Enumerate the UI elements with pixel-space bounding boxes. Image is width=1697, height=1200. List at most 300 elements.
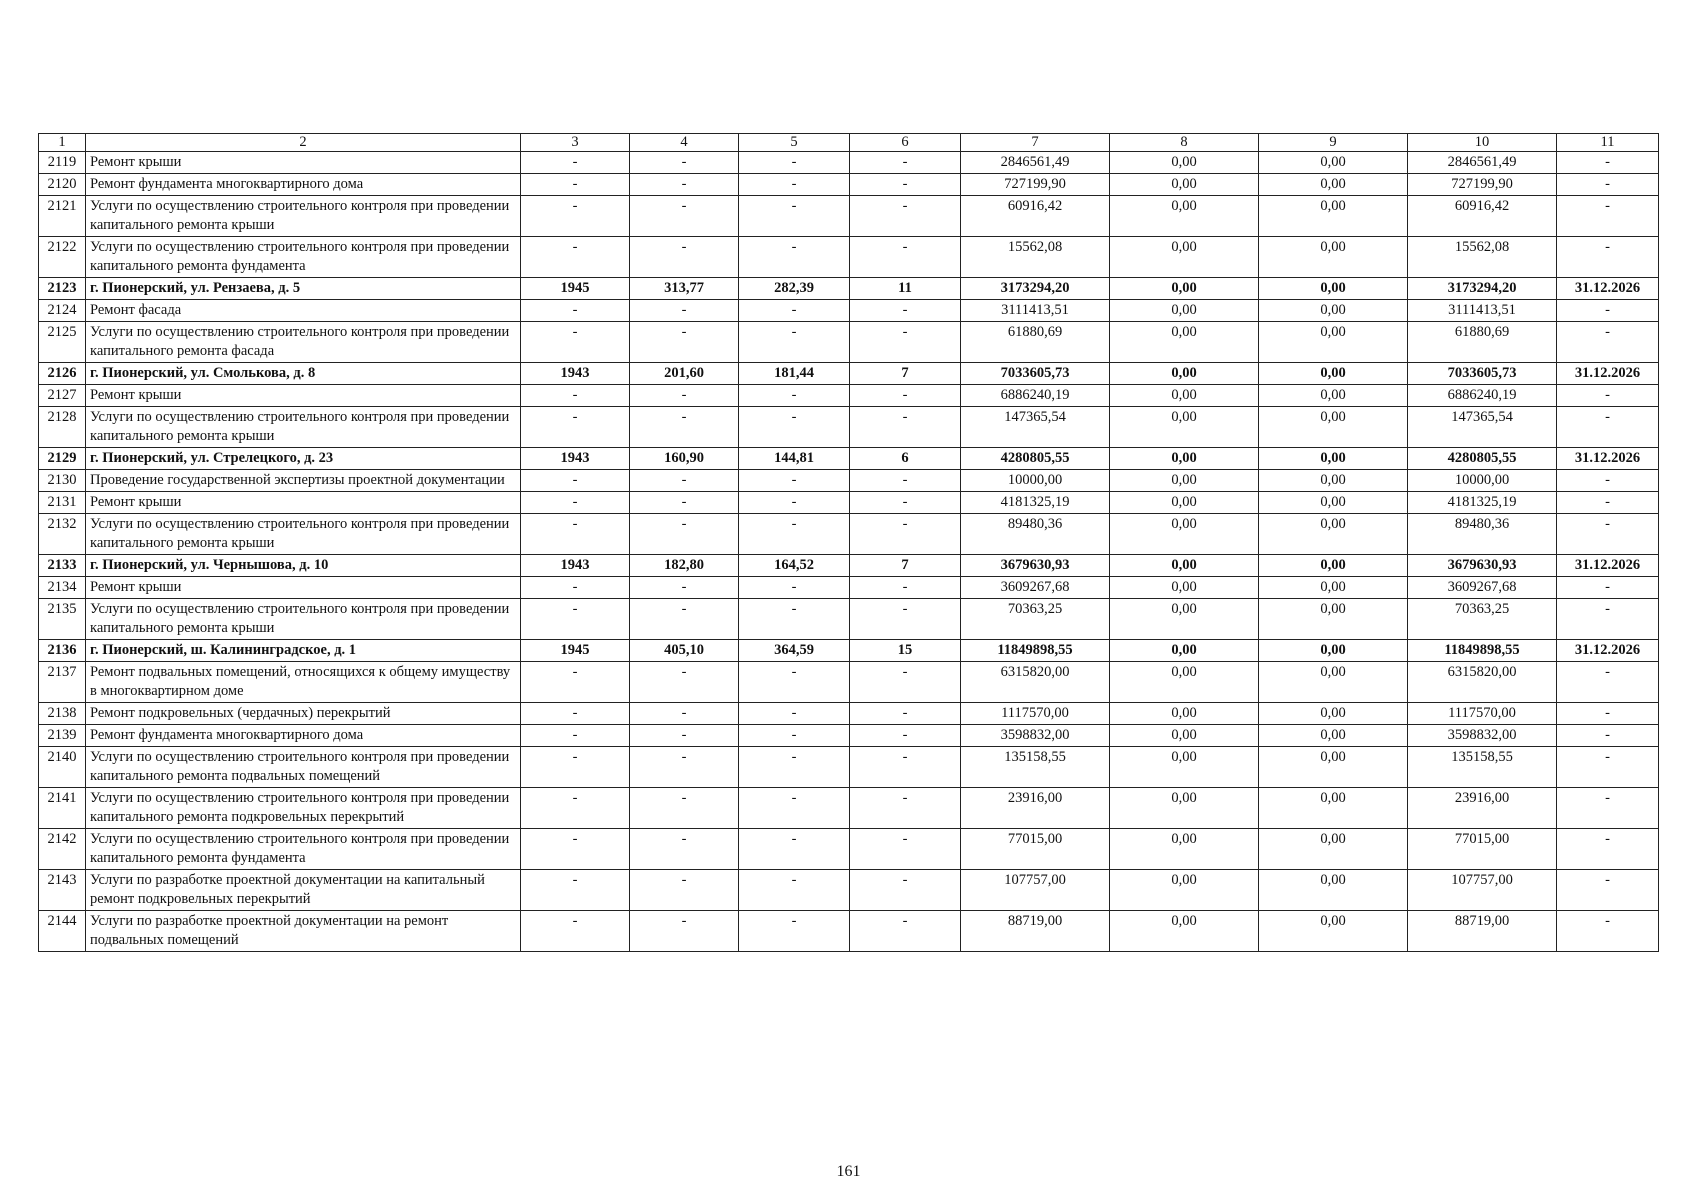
table-row <box>39 385 1659 407</box>
column-number: 10 <box>1408 134 1557 152</box>
total-area: - <box>630 492 739 514</box>
living-area: - <box>739 152 850 174</box>
cost-col-10: 3173294,20 <box>1408 278 1557 300</box>
cost-col-9: 0,00 <box>1259 555 1408 577</box>
row-number: 2127 <box>39 385 86 407</box>
total-cost: 61880,69 <box>961 322 1110 363</box>
row-name: Услуги по разработке проектной документации на капитальный ремонт подкровельных перекрытий <box>86 870 521 911</box>
cost-col-9: 0,00 <box>1259 470 1408 492</box>
residents-count: 7 <box>850 363 961 385</box>
living-area: - <box>739 703 850 725</box>
year-built: - <box>521 492 630 514</box>
total-cost: 4280805,55 <box>961 448 1110 470</box>
completion-date: - <box>1557 747 1659 788</box>
total-cost: 70363,25 <box>961 599 1110 640</box>
completion-date: - <box>1557 870 1659 911</box>
table-row <box>39 492 1659 514</box>
cost-col-10: 61880,69 <box>1408 322 1557 363</box>
total-area: - <box>630 911 739 952</box>
page-number: 161 <box>836 1163 861 1180</box>
living-area: - <box>739 747 850 788</box>
row-number: 2140 <box>39 747 86 788</box>
table-row <box>39 196 1659 237</box>
total-cost: 10000,00 <box>961 470 1110 492</box>
residents-count: - <box>850 514 961 555</box>
cost-col-9: 0,00 <box>1259 174 1408 196</box>
residents-count: - <box>850 747 961 788</box>
cost-col-9: 0,00 <box>1259 911 1408 952</box>
cost-col-10: 2846561,49 <box>1408 152 1557 174</box>
residents-count: - <box>850 300 961 322</box>
row-name: г. Пионерский, ул. Смолькова, д. 8 <box>86 363 521 385</box>
completion-date: 31.12.2026 <box>1557 640 1659 662</box>
total-cost: 23916,00 <box>961 788 1110 829</box>
row-name: Ремонт фасада <box>86 300 521 322</box>
total-cost: 3598832,00 <box>961 725 1110 747</box>
cost-col-10: 23916,00 <box>1408 788 1557 829</box>
cost-col-10: 10000,00 <box>1408 470 1557 492</box>
cost-col-10: 4280805,55 <box>1408 448 1557 470</box>
cost-col-8: 0,00 <box>1110 788 1259 829</box>
residents-count: - <box>850 152 961 174</box>
row-number: 2121 <box>39 196 86 237</box>
cost-col-10: 147365,54 <box>1408 407 1557 448</box>
completion-date: - <box>1557 385 1659 407</box>
total-area: - <box>630 470 739 492</box>
cost-col-8: 0,00 <box>1110 662 1259 703</box>
table-row <box>39 555 1659 577</box>
total-area: - <box>630 577 739 599</box>
table-row <box>39 788 1659 829</box>
cost-col-8: 0,00 <box>1110 448 1259 470</box>
table-row <box>39 747 1659 788</box>
row-number: 2135 <box>39 599 86 640</box>
row-name: Услуги по осуществлению строительного контроля при проведении капитального ремонта фасада <box>86 322 521 363</box>
year-built: - <box>521 829 630 870</box>
table-row <box>39 322 1659 363</box>
row-number: 2138 <box>39 703 86 725</box>
residents-count: - <box>850 237 961 278</box>
row-name: Ремонт подкровельных (чердачных) перекрытий <box>86 703 521 725</box>
living-area: - <box>739 385 850 407</box>
total-area: - <box>630 152 739 174</box>
living-area: - <box>739 577 850 599</box>
year-built: - <box>521 870 630 911</box>
table-row <box>39 703 1659 725</box>
residents-count: - <box>850 662 961 703</box>
cost-col-8: 0,00 <box>1110 829 1259 870</box>
cost-col-10: 107757,00 <box>1408 870 1557 911</box>
cost-col-8: 0,00 <box>1110 703 1259 725</box>
cost-col-9: 0,00 <box>1259 448 1408 470</box>
cost-col-8: 0,00 <box>1110 555 1259 577</box>
cost-col-8: 0,00 <box>1110 196 1259 237</box>
row-name: Ремонт подвальных помещений, относящихся к общему имуществу в многоквартирном доме <box>86 662 521 703</box>
year-built: - <box>521 725 630 747</box>
row-number: 2136 <box>39 640 86 662</box>
residents-count: - <box>850 599 961 640</box>
year-built: - <box>521 662 630 703</box>
residents-count: 11 <box>850 278 961 300</box>
residents-count: - <box>850 829 961 870</box>
living-area: - <box>739 725 850 747</box>
completion-date: - <box>1557 322 1659 363</box>
total-area: 160,90 <box>630 448 739 470</box>
total-area: - <box>630 300 739 322</box>
total-area: - <box>630 747 739 788</box>
year-built: - <box>521 470 630 492</box>
column-number: 5 <box>739 134 850 152</box>
year-built: - <box>521 599 630 640</box>
year-built: - <box>521 237 630 278</box>
cost-col-10: 15562,08 <box>1408 237 1557 278</box>
cost-col-8: 0,00 <box>1110 577 1259 599</box>
table-row <box>39 725 1659 747</box>
row-number: 2133 <box>39 555 86 577</box>
total-area: - <box>630 196 739 237</box>
row-name: г. Пионерский, ул. Рензаева, д. 5 <box>86 278 521 300</box>
row-name: Услуги по разработке проектной документации на ремонт подвальных помещений <box>86 911 521 952</box>
completion-date: 31.12.2026 <box>1557 278 1659 300</box>
total-area: - <box>630 703 739 725</box>
living-area: - <box>739 174 850 196</box>
completion-date: - <box>1557 662 1659 703</box>
year-built: 1945 <box>521 640 630 662</box>
table-row <box>39 152 1659 174</box>
column-number: 1 <box>39 134 86 152</box>
row-name: Услуги по осуществлению строительного контроля при проведении капитального ремонта подкровельных перекрытий <box>86 788 521 829</box>
cost-col-8: 0,00 <box>1110 237 1259 278</box>
cost-col-10: 89480,36 <box>1408 514 1557 555</box>
completion-date: - <box>1557 829 1659 870</box>
cost-col-8: 0,00 <box>1110 470 1259 492</box>
cost-col-10: 1117570,00 <box>1408 703 1557 725</box>
row-name: Ремонт крыши <box>86 492 521 514</box>
row-number: 2124 <box>39 300 86 322</box>
cost-col-10: 6315820,00 <box>1408 662 1557 703</box>
row-name: Услуги по осуществлению строительного контроля при проведении капитального ремонта фундамента <box>86 237 521 278</box>
cost-col-10: 7033605,73 <box>1408 363 1557 385</box>
residents-count: - <box>850 911 961 952</box>
row-name: Услуги по осуществлению строительного контроля при проведении капитального ремонта крыши <box>86 599 521 640</box>
total-cost: 11849898,55 <box>961 640 1110 662</box>
living-area: - <box>739 237 850 278</box>
cost-col-9: 0,00 <box>1259 152 1408 174</box>
cost-col-10: 3111413,51 <box>1408 300 1557 322</box>
living-area: 364,59 <box>739 640 850 662</box>
column-number: 4 <box>630 134 739 152</box>
completion-date: - <box>1557 407 1659 448</box>
row-name: Ремонт фундамента многоквартирного дома <box>86 174 521 196</box>
total-cost: 88719,00 <box>961 911 1110 952</box>
cost-col-10: 727199,90 <box>1408 174 1557 196</box>
table-row <box>39 448 1659 470</box>
total-cost: 3679630,93 <box>961 555 1110 577</box>
total-cost: 107757,00 <box>961 870 1110 911</box>
cost-col-9: 0,00 <box>1259 577 1408 599</box>
cost-col-9: 0,00 <box>1259 599 1408 640</box>
residents-count: - <box>850 703 961 725</box>
row-number: 2125 <box>39 322 86 363</box>
year-built: - <box>521 911 630 952</box>
cost-col-9: 0,00 <box>1259 385 1408 407</box>
total-cost: 135158,55 <box>961 747 1110 788</box>
living-area: 181,44 <box>739 363 850 385</box>
residents-count: - <box>850 577 961 599</box>
residents-count: - <box>850 788 961 829</box>
total-area: - <box>630 725 739 747</box>
row-name: Услуги по осуществлению строительного контроля при проведении капитального ремонта крыши <box>86 196 521 237</box>
table-row <box>39 911 1659 952</box>
cost-col-9: 0,00 <box>1259 788 1408 829</box>
total-area: - <box>630 174 739 196</box>
cost-col-9: 0,00 <box>1259 278 1408 300</box>
year-built: - <box>521 577 630 599</box>
year-built: - <box>521 385 630 407</box>
cost-col-10: 11849898,55 <box>1408 640 1557 662</box>
living-area: - <box>739 492 850 514</box>
cost-col-8: 0,00 <box>1110 870 1259 911</box>
completion-date: - <box>1557 725 1659 747</box>
table-row <box>39 407 1659 448</box>
table-row <box>39 870 1659 911</box>
living-area: - <box>739 599 850 640</box>
row-name: Ремонт крыши <box>86 152 521 174</box>
row-number: 2122 <box>39 237 86 278</box>
residents-count: - <box>850 492 961 514</box>
cost-col-8: 0,00 <box>1110 407 1259 448</box>
table-row <box>39 237 1659 278</box>
living-area: - <box>739 514 850 555</box>
completion-date: - <box>1557 492 1659 514</box>
total-area: - <box>630 662 739 703</box>
table-row <box>39 514 1659 555</box>
residents-count: 6 <box>850 448 961 470</box>
cost-col-8: 0,00 <box>1110 599 1259 640</box>
year-built: - <box>521 322 630 363</box>
completion-date: - <box>1557 237 1659 278</box>
residents-count: - <box>850 174 961 196</box>
year-built: 1943 <box>521 555 630 577</box>
total-area: 182,80 <box>630 555 739 577</box>
total-cost: 77015,00 <box>961 829 1110 870</box>
completion-date: - <box>1557 703 1659 725</box>
total-cost: 727199,90 <box>961 174 1110 196</box>
total-cost: 15562,08 <box>961 237 1110 278</box>
year-built: - <box>521 514 630 555</box>
cost-col-9: 0,00 <box>1259 514 1408 555</box>
column-number: 2 <box>86 134 521 152</box>
living-area: 164,52 <box>739 555 850 577</box>
column-number: 8 <box>1110 134 1259 152</box>
cost-col-8: 0,00 <box>1110 152 1259 174</box>
completion-date: - <box>1557 300 1659 322</box>
row-name: г. Пионерский, ул. Чернышова, д. 10 <box>86 555 521 577</box>
cost-col-9: 0,00 <box>1259 237 1408 278</box>
cost-col-9: 0,00 <box>1259 640 1408 662</box>
residents-count: - <box>850 322 961 363</box>
residents-count: - <box>850 196 961 237</box>
year-built: - <box>521 747 630 788</box>
cost-col-9: 0,00 <box>1259 196 1408 237</box>
row-number: 2142 <box>39 829 86 870</box>
table-row <box>39 278 1659 300</box>
cost-col-8: 0,00 <box>1110 492 1259 514</box>
living-area: - <box>739 407 850 448</box>
total-cost: 6886240,19 <box>961 385 1110 407</box>
column-number: 6 <box>850 134 961 152</box>
cost-col-10: 60916,42 <box>1408 196 1557 237</box>
cost-col-8: 0,00 <box>1110 363 1259 385</box>
cost-col-9: 0,00 <box>1259 747 1408 788</box>
completion-date: - <box>1557 911 1659 952</box>
column-number: 9 <box>1259 134 1408 152</box>
total-cost: 7033605,73 <box>961 363 1110 385</box>
year-built: 1943 <box>521 448 630 470</box>
cost-col-10: 77015,00 <box>1408 829 1557 870</box>
table-row <box>39 662 1659 703</box>
completion-date: - <box>1557 788 1659 829</box>
total-area: - <box>630 407 739 448</box>
living-area: - <box>739 788 850 829</box>
total-area: - <box>630 870 739 911</box>
completion-date: - <box>1557 514 1659 555</box>
cost-col-8: 0,00 <box>1110 747 1259 788</box>
table-row <box>39 829 1659 870</box>
total-area: - <box>630 514 739 555</box>
total-cost: 3609267,68 <box>961 577 1110 599</box>
row-number: 2128 <box>39 407 86 448</box>
total-area: - <box>630 599 739 640</box>
cost-col-8: 0,00 <box>1110 322 1259 363</box>
completion-date: 31.12.2026 <box>1557 555 1659 577</box>
completion-date: - <box>1557 174 1659 196</box>
row-name: г. Пионерский, ш. Калининградское, д. 1 <box>86 640 521 662</box>
residents-count: - <box>850 870 961 911</box>
total-cost: 60916,42 <box>961 196 1110 237</box>
cost-col-9: 0,00 <box>1259 492 1408 514</box>
row-name: Услуги по осуществлению строительного контроля при проведении капитального ремонта подвальных помещений <box>86 747 521 788</box>
cost-col-8: 0,00 <box>1110 385 1259 407</box>
cost-col-9: 0,00 <box>1259 870 1408 911</box>
table-row <box>39 300 1659 322</box>
completion-date: - <box>1557 196 1659 237</box>
year-built: - <box>521 703 630 725</box>
residents-count: 15 <box>850 640 961 662</box>
row-number: 2126 <box>39 363 86 385</box>
total-area: - <box>630 385 739 407</box>
column-number: 3 <box>521 134 630 152</box>
cost-col-9: 0,00 <box>1259 703 1408 725</box>
living-area: - <box>739 662 850 703</box>
total-area: - <box>630 829 739 870</box>
row-name: Проведение государственной экспертизы проектной документации <box>86 470 521 492</box>
cost-col-8: 0,00 <box>1110 174 1259 196</box>
cost-col-10: 88719,00 <box>1408 911 1557 952</box>
total-area: - <box>630 237 739 278</box>
total-cost: 89480,36 <box>961 514 1110 555</box>
cost-col-10: 6886240,19 <box>1408 385 1557 407</box>
living-area: - <box>739 300 850 322</box>
total-cost: 2846561,49 <box>961 152 1110 174</box>
table-row <box>39 640 1659 662</box>
row-number: 2123 <box>39 278 86 300</box>
cost-col-9: 0,00 <box>1259 829 1408 870</box>
cost-col-8: 0,00 <box>1110 300 1259 322</box>
living-area: - <box>739 196 850 237</box>
table-row <box>39 599 1659 640</box>
year-built: - <box>521 300 630 322</box>
completion-date: 31.12.2026 <box>1557 448 1659 470</box>
total-area: 405,10 <box>630 640 739 662</box>
cost-col-8: 0,00 <box>1110 640 1259 662</box>
row-number: 2134 <box>39 577 86 599</box>
table-row <box>39 470 1659 492</box>
total-cost: 4181325,19 <box>961 492 1110 514</box>
row-name: Ремонт фундамента многоквартирного дома <box>86 725 521 747</box>
total-area: - <box>630 788 739 829</box>
row-number: 2139 <box>39 725 86 747</box>
total-cost: 1117570,00 <box>961 703 1110 725</box>
cost-col-9: 0,00 <box>1259 300 1408 322</box>
row-number: 2131 <box>39 492 86 514</box>
cost-col-9: 0,00 <box>1259 725 1408 747</box>
total-cost: 147365,54 <box>961 407 1110 448</box>
column-number: 7 <box>961 134 1110 152</box>
cost-col-8: 0,00 <box>1110 514 1259 555</box>
row-name: Ремонт крыши <box>86 577 521 599</box>
row-number: 2119 <box>39 152 86 174</box>
row-number: 2144 <box>39 911 86 952</box>
row-number: 2141 <box>39 788 86 829</box>
total-area: 201,60 <box>630 363 739 385</box>
row-number: 2120 <box>39 174 86 196</box>
row-name: г. Пионерский, ул. Стрелецкого, д. 23 <box>86 448 521 470</box>
residents-count: - <box>850 407 961 448</box>
living-area: - <box>739 829 850 870</box>
row-name: Ремонт крыши <box>86 385 521 407</box>
completion-date: - <box>1557 470 1659 492</box>
table-row <box>39 363 1659 385</box>
completion-date: - <box>1557 599 1659 640</box>
year-built: - <box>521 152 630 174</box>
cost-col-10: 4181325,19 <box>1408 492 1557 514</box>
total-cost: 3173294,20 <box>961 278 1110 300</box>
row-number: 2132 <box>39 514 86 555</box>
row-number: 2130 <box>39 470 86 492</box>
living-area: - <box>739 322 850 363</box>
column-number: 11 <box>1557 134 1659 152</box>
completion-date: 31.12.2026 <box>1557 363 1659 385</box>
row-name: Услуги по осуществлению строительного контроля при проведении капитального ремонта фундамента <box>86 829 521 870</box>
cost-col-10: 135158,55 <box>1408 747 1557 788</box>
row-number: 2129 <box>39 448 86 470</box>
cost-col-8: 0,00 <box>1110 911 1259 952</box>
completion-date: - <box>1557 152 1659 174</box>
table-body <box>39 152 1659 952</box>
row-name: Услуги по осуществлению строительного контроля при проведении капитального ремонта крыши <box>86 407 521 448</box>
year-built: - <box>521 174 630 196</box>
residents-count: 7 <box>850 555 961 577</box>
cost-col-10: 70363,25 <box>1408 599 1557 640</box>
cost-col-10: 3598832,00 <box>1408 725 1557 747</box>
total-cost: 3111413,51 <box>961 300 1110 322</box>
cost-col-10: 3679630,93 <box>1408 555 1557 577</box>
total-area: - <box>630 322 739 363</box>
row-number: 2143 <box>39 870 86 911</box>
living-area: 282,39 <box>739 278 850 300</box>
residents-count: - <box>850 725 961 747</box>
